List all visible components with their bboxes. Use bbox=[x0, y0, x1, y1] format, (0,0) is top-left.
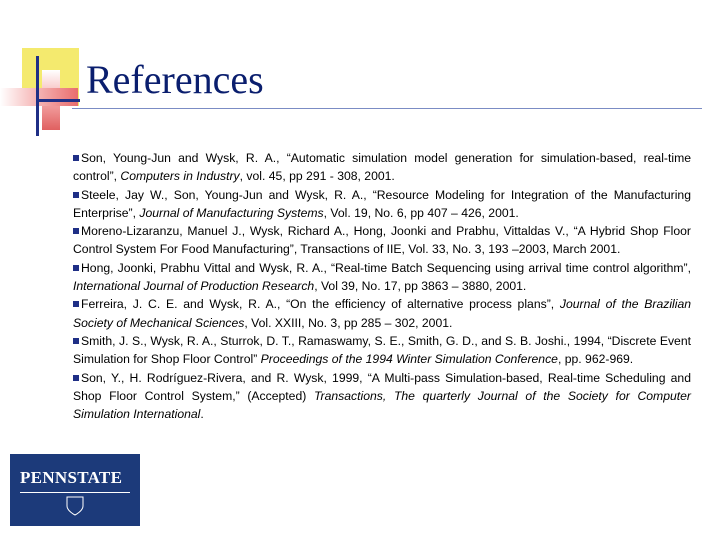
shield-icon bbox=[66, 496, 84, 516]
reference-item bbox=[73, 295, 691, 332]
reference-text: Moreno-Lizaranzu, Manuel J., Wysk, Richard A., Hong, Joonki and Prabhu, Vittaldas V., “A Hybrid Shop Floor Control System For Food Manufacturing”, Transactions of IIE, Vol. 33, No. 3, 193 –2003, March 2001. bbox=[73, 224, 691, 257]
decorative-blue-line-horizontal bbox=[36, 99, 80, 102]
reference-list bbox=[73, 149, 691, 423]
reference-text: , Vol. XXIII, No. 3, pp 285 – 302, 2001. bbox=[244, 315, 453, 330]
logo-divider bbox=[20, 492, 130, 493]
reference-text: . bbox=[200, 407, 204, 422]
bullet-icon bbox=[73, 228, 79, 234]
reference-text: Son, Young-Jun and Wysk, R. A., “Automatic simulation model generation for simulation-based, real-time control”, bbox=[73, 151, 691, 184]
bullet-icon bbox=[73, 375, 79, 381]
bullet-icon bbox=[73, 265, 79, 271]
decorative-blue-line-vertical bbox=[36, 56, 39, 136]
bullet-icon bbox=[73, 155, 79, 161]
reference-source: International Journal of Production Research bbox=[73, 279, 315, 294]
reference-text: , Vol. 19, No. 6, pp 407 – 426, 2001. bbox=[323, 205, 519, 220]
reference-item bbox=[73, 186, 691, 223]
title-underline bbox=[72, 108, 702, 109]
reference-item bbox=[73, 369, 691, 424]
logo-wordmark: PENNSTATE bbox=[20, 468, 123, 487]
reference-item bbox=[73, 259, 691, 296]
pennstate-logo bbox=[10, 454, 140, 526]
reference-text: Steele, Jay W., Son, Young-Jun and Wysk, R. A., “Resource Modeling for Integration of the Manufacturing Enterprise”, bbox=[73, 187, 691, 220]
bullet-icon bbox=[73, 301, 79, 307]
reference-item bbox=[73, 222, 691, 259]
reference-text: Smith, J. S., Wysk, R. A., Sturrok, D. T., Ramaswamy, S. E., Smith, G. D., and S. B. Joshi., 1994, “Discrete Event Simulation for Shop Floor Control” bbox=[73, 333, 691, 367]
slide-title: References bbox=[86, 57, 264, 102]
reference-item bbox=[73, 332, 691, 369]
reference-item bbox=[73, 149, 691, 186]
reference-source: Proceedings of the 1994 Winter Simulation Conference bbox=[260, 352, 558, 367]
reference-text: , vol. 45, pp 291 - 308, 2001. bbox=[239, 169, 395, 184]
bullet-icon bbox=[73, 192, 79, 198]
reference-text: Son, Y., H. Rodríguez-Rivera, and R. Wysk, 1999, “A Multi-pass Simulation-based, Real-time Scheduling and Shop Floor Control System,” (Accepted) bbox=[73, 370, 691, 403]
reference-text: , Vol 39, No. 17, pp 3863 – 3880, 2001. bbox=[314, 279, 527, 294]
reference-source: Journal of the Brazilian Society of Mechanical Sciences bbox=[73, 297, 691, 330]
reference-source: Journal of Manufacturing Systems bbox=[139, 205, 324, 220]
reference-source: Computers in Industry bbox=[120, 169, 240, 184]
reference-text: Hong, Joonki, Prabhu Vittal and Wysk, R. A., “Real-time Batch Sequencing using arrival time control algorithm”, bbox=[81, 260, 691, 275]
reference-text: Ferreira, J. C. E. and Wysk, R. A., “On the efficiency of alternative process plans”, bbox=[81, 297, 560, 312]
reference-text: , pp. 962-969. bbox=[557, 352, 634, 367]
bullet-icon bbox=[73, 338, 79, 344]
decorative-pink-bar-horizontal bbox=[0, 88, 78, 106]
reference-source: Transactions, The quarterly Journal of the Society for Computer Simulation International bbox=[73, 388, 691, 422]
